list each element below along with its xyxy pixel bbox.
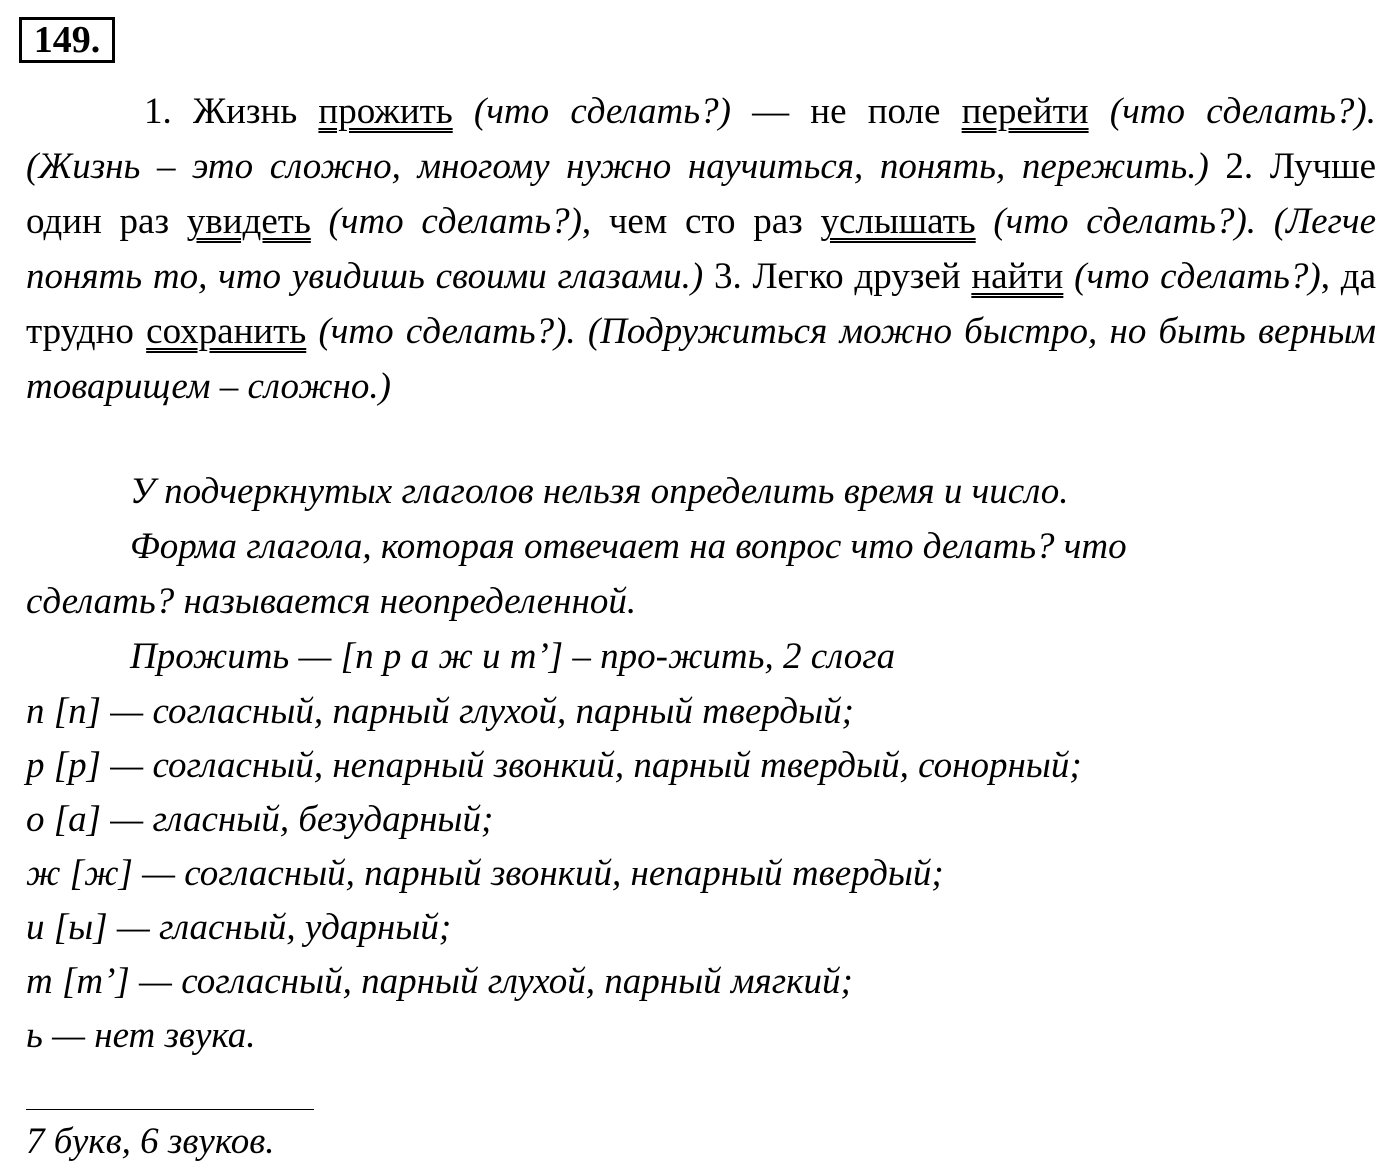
underlined-verb: найти	[971, 256, 1064, 297]
italic-note: (что сделать?)	[452, 91, 731, 132]
proverb-text: 1. Жизнь	[144, 91, 319, 132]
proverb-text: — не поле	[730, 91, 962, 132]
exercise-number: 149.	[19, 17, 115, 63]
italic-note: (что сделать?)	[310, 201, 582, 242]
underlined-verb: прожить	[318, 91, 453, 132]
proverb-text: 2. Лучше один раз	[26, 146, 1376, 242]
phonetic-line: ь — нет звука.	[26, 1015, 256, 1056]
italic-note: (что сделать?). (Подружиться можно быстро, но быть верным товарищем – сложно.)	[26, 311, 1376, 407]
italic-note: (что сделать?)	[1063, 256, 1321, 297]
underlined-verb: перейти	[961, 91, 1089, 132]
underlined-verb: сохранить	[146, 311, 307, 352]
underlined-verb: увидеть	[186, 201, 311, 242]
proverb-text: 3. Легко друзей	[703, 256, 972, 297]
phonetic-line: и [ы] — гласный, ударный;	[26, 907, 452, 948]
proverb-text: , чем сто раз	[581, 201, 821, 242]
phonetic-line: о [а] — гласный, безударный;	[26, 799, 494, 840]
rule-text: У подчеркнутых глаголов нельзя определить время и число.	[130, 471, 1069, 512]
footnote-text: 7 букв, 6 звуков.	[26, 1121, 275, 1162]
italic-note: (что сделать?). (Легче понять то, что увидишь своими глазами.)	[26, 201, 1377, 297]
proverb-text: , да трудно	[26, 256, 1377, 352]
footnote-divider	[26, 1109, 314, 1110]
proverbs-paragraph	[26, 84, 1376, 414]
phonetic-line: т [т’] — согласный, парный глухой, парный мягкий;	[26, 961, 853, 1002]
italic-note: (что сделать?). (Жизнь – это сложно, многому нужно научиться, понять, пережить.)	[26, 91, 1376, 187]
form-definition: Форма глагола, которая отвечает на вопрос что делать? что сделать? называется неопределенной.	[26, 526, 1127, 622]
phonetic-line: р [р] — согласный, непарный звонкий, парный твердый, сонорный;	[26, 745, 1082, 786]
transcription-line: Прожить — [п р а ж и т’] – про-жить, 2 слога	[130, 636, 896, 677]
phonetic-line: ж [ж] — согласный, парный звонкий, непарный твердый;	[26, 853, 944, 894]
underlined-verb: услышать	[820, 201, 976, 242]
phonetic-line: п [п] — согласный, парный глухой, парный твердый;	[26, 691, 854, 732]
